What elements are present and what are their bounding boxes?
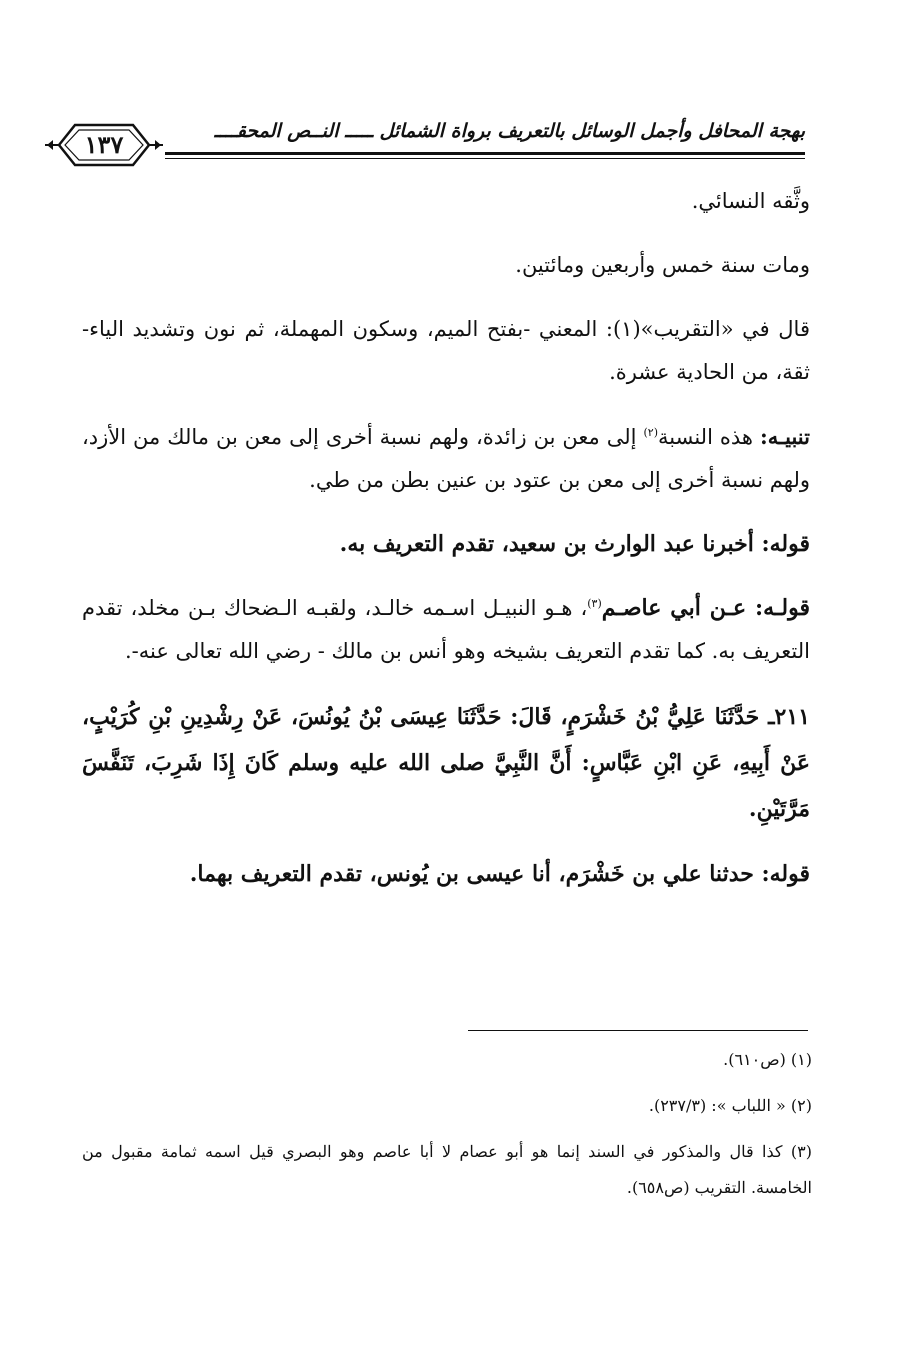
- paragraph-3: قال في «التقريب»(١): المعني -بفتح الميم، وسكون المهملة، ثم نون وتشديد الياء- ثقة، من الحادية عشرة.: [82, 317, 810, 384]
- paragraph-2: ومات سنة خمس وأربعين ومائتين.: [515, 253, 810, 277]
- footnotes: [82, 1042, 812, 1216]
- paragraph-4: [82, 415, 810, 502]
- footnote-1: (١) (ص٦١٠).: [723, 1050, 812, 1069]
- note-lead: تنبيـه:: [759, 424, 810, 449]
- paragraph-7: قوله: حدثنا علي بن خَشْرَم، أنا عيسى بن يُونس، تقدم التعريف بهما.: [189, 861, 810, 887]
- header-rule-thin: [165, 158, 805, 159]
- footnote-2: (٢) « اللباب »: (٢٣٧/٣).: [648, 1096, 812, 1115]
- page-number-badge: [45, 122, 163, 168]
- note-text-a: هذه النسبة: [658, 425, 760, 449]
- main-text: [82, 180, 810, 917]
- hadith-text: ٢١١ـ حَدَّثَنَا عَلِيُّ بْنُ خَشْرَمٍ، قَالَ: حَدَّثَنَا عِيسَى بْنُ يُونُسَ، عَنْ رِشْدِينِ بْنِ كُرَيْبٍ، عَنْ أَبِيهِ، عَنِ ابْنِ عَبَّاسٍ: أَنَّ النَّبِيَّ صلى الله عليه وسلم كَانَ إِذَا شَرِبَ، تَنَفَّسَ مَرَّتَيْنِ.: [82, 704, 810, 822]
- footnote-separator: [468, 1030, 808, 1031]
- running-title: بهجة المحافل وأجمل الوسائل بالتعريف برواة الشمائل ـــــ النــص المحقــــ: [214, 120, 805, 142]
- paragraph-6: [82, 587, 810, 673]
- paragraph-1: وثَّقه النسائي.: [691, 189, 810, 213]
- page-number: ١٣٧: [84, 130, 124, 159]
- comment-text: ، هـو النبيـل اسـمه خالـد، ولقبـه الـضحاك بـن مخلد، تقدم التعريف به. كما تقدم التعريف بشيخه وهو أنس بن مالك - رضي الله تعالى عنه-.: [82, 596, 810, 663]
- footnote-3: (٣) كذا قال والمذكور في السند إنما هو أبو عصام لا أبا عاصم وهو البصري قيل اسمه ثمامة مقبول من الخامسة. التقريب (ص٦٥٨).: [82, 1142, 812, 1197]
- comment-lead: قولـه: عـن أبي عاصـم: [601, 595, 810, 621]
- note-text-b: إلى معن بن زائدة، ولهم نسبة أخرى إلى معن بن مالك من الأزد، ولهم نسبة أخرى إلى معن بن عتود بن عنين بطن من طي.: [82, 425, 810, 492]
- footnote-ref-2[interactable]: (٢): [643, 426, 658, 439]
- paragraph-5: قوله: أخبرنا عبد الوارث بن سعيد، تقدم التعريف به.: [339, 531, 810, 557]
- header-rule: [165, 152, 805, 155]
- page-header: [45, 108, 805, 178]
- footnote-ref-3[interactable]: (٣): [587, 597, 602, 610]
